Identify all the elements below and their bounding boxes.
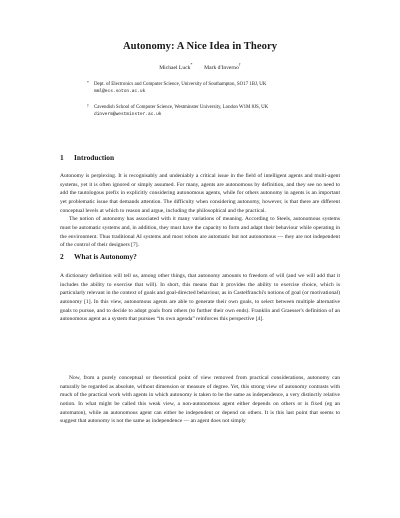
section-body — [60, 374, 340, 426]
affiliation-mark: * — [87, 81, 89, 85]
author-line — [0, 65, 400, 71]
section-body — [60, 172, 340, 250]
affiliation-mark: † — [87, 104, 89, 108]
paragraph: Now, from a purely conceptual or theoretical point of view removed from practical considerations, autonomy can naturally be regarded as absolute, without dimension or measure of degree. Yet, this strong view of autonomy contrasts with much of the practical work with agents in which autonomy is taken to be the same as independence, a very distinctly relative notion. In what might be called this weak view, a non-autonomous agent either depends on others or is fixed (eg an automaton), while an autonomous agent can either be independent or depend on others. It is this last point that seems to suggest that autonomy is not the same as independence — an agent does not simply — [60, 375, 340, 425]
paragraph: Autonomy is perplexing. It is recognisably and undeniably a critical issue in the field of intelligent agents and multi-agent systems, yet it is often ignored or simply assumed. For many, agents are autonomous by definition, and they see no need to add the tautologous prefix in explicitly considering autonomous agents, while for others autonomy in agents is an important yet problematic issue that demands attention. The difficulty when considering autonomy, however, is that there are different conceptual levels at which to reason and argue, including the philosophical and the practical. — [60, 173, 340, 214]
section-title: What is Autonomy? — [74, 252, 137, 261]
section-title: Introduction — [74, 153, 115, 162]
affiliation-text: Cavendish School of Computer Science, Westminster University, London W1M 8JS, UK — [94, 105, 269, 110]
author-mark: * — [190, 63, 193, 67]
paper-title: Autonomy: A Nice Idea in Theory — [122, 41, 278, 52]
affiliation — [87, 81, 344, 95]
section-body — [60, 272, 340, 324]
paragraph: A dictionary definition will tell us, among other things, that autonomy amounts to freedom of will (and we will add that it includes the ability to exercise that will). In short, this means that it provides the ability to exercise choice, which is particularly relevant in the context of goals and goal-directed behaviour, as in Castelfranchi's notions of goal (or motivational) autonomy [1]. In this view, autonomous agents are able to generate their own goals, to select between multiple alternative goals to pursue, and to decide to adopt goals from others (to further their own ends). Franklin and Graesser's definition of an autonomous agent as a system that pursues “its own agenda” reinforces this perspective [4]. — [60, 273, 340, 323]
section-number: 1 — [60, 153, 64, 162]
affiliation-email: dinverm@westminster.ac.uk — [94, 112, 162, 117]
author-name: Mark d'Inverno — [204, 65, 239, 71]
affiliation-text: Dept. of Electronics and Computer Science, University of Southampton, SO17 1BJ, UK — [94, 82, 267, 87]
author-name: Michael Luck — [159, 65, 191, 71]
section-heading — [60, 252, 137, 261]
section-number: 2 — [60, 252, 64, 261]
author-mark: † — [238, 63, 241, 67]
paragraph: The notion of autonomy has associated with it many variations of meaning. According to Steels, autonomous systems must be automatic systems and, in addition, they must have the capacity to form and adapt their behaviour while operating in the environment. Thus traditional AI systems and most robots are automatic but not autonomous — they are not independent of the control of their designers [7]. — [60, 216, 340, 249]
affiliation — [87, 104, 344, 118]
section-heading — [60, 153, 114, 162]
affiliation-email: mml@ecs.soton.ac.uk — [94, 89, 146, 94]
